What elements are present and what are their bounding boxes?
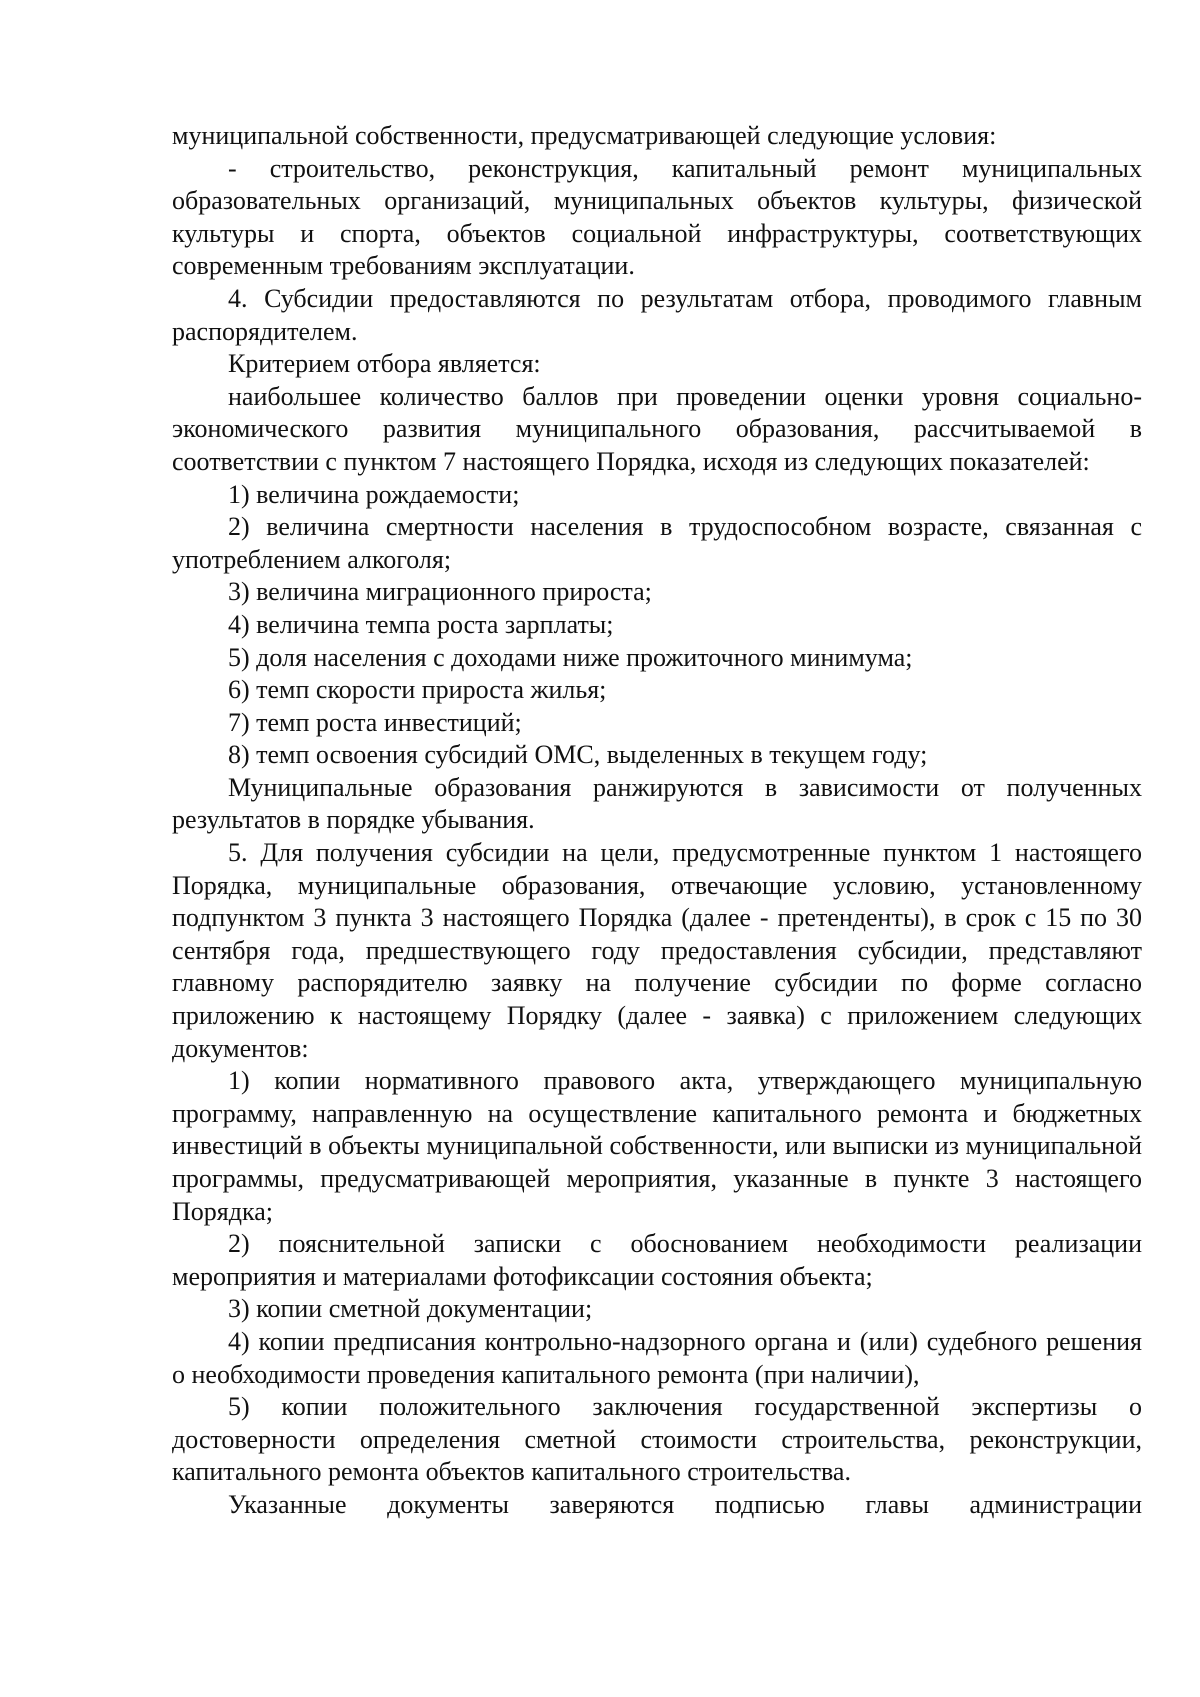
paragraph: - строительство, реконструкция, капитальный ремонт муниципальных образовательных организаций, муниципальных объектов культуры, физической культуры и спорта, объектов социальной инфраструктуры, соответствующих современным требованиям эксплуатации. [172, 153, 1142, 281]
list-item: 3) копии сметной документации; [228, 1294, 593, 1324]
paragraph: муниципальной собственности, предусматривающей следующие условия: [172, 121, 997, 150]
list-item: 1) копии нормативного правового акта, утверждающего муниципальную программу, направленную на осуществление капитального ремонта и бюджетных инвестиций в объекты муниципальной собственности, или выписки из муниципальной программы, предусматривающей мероприятия, указанные в пункте 3 настоящего Порядка; [172, 1066, 1142, 1226]
list-item: 3) величина миграционного прироста; [228, 577, 652, 607]
list-item: 8) темп освоения субсидий ОМС, выделенных в текущем году; [228, 740, 928, 770]
paragraph: наибольшее количество баллов при проведении оценки уровня социально-экономического развития муниципального образования, рассчитываемой в соответствии с пунктом 7 настоящего Порядка, исходя из следующих показателей: [172, 381, 1142, 476]
list-item: 2) величина смертности населения в трудоспособном возрасте, связанная с употреблением алкоголя; [172, 512, 1142, 574]
list-item: 4) величина темпа роста зарплаты; [228, 609, 614, 639]
paragraph: Муниципальные образования ранжируются в зависимости от полученных результатов в порядке убывания. [172, 772, 1142, 835]
list-item: 1) величина рождаемости; [228, 479, 520, 509]
list-item: 5) доля населения с доходами ниже прожиточного минимума; [228, 642, 913, 672]
list-item: 7) темп роста инвестиций; [228, 707, 522, 737]
list-item: 2) пояснительной записки с обоснованием необходимости реализации мероприятия и материалами фотофиксации состояния объекта; [172, 1229, 1142, 1291]
paragraph: 4. Субсидии предоставляются по результатам отбора, проводимого главным распорядителем. [172, 283, 1142, 346]
paragraph: 5. Для получения субсидии на цели, предусмотренные пунктом 1 настоящего Порядка, муниципальные образования, отвечающие условию, установленному подпунктом 3 пункта 3 настоящего Порядка (далее - претенденты), в срок с 15 по 30 сентября года, предшествующего году предоставления субсидии, представляют главному распорядителю заявку на получение субсидии по форме согласно приложению к настоящему Порядку (далее - заявка) с приложением следующих документов: [172, 838, 1142, 1063]
list-item: 4) копии предписания контрольно-надзорного органа и (или) судебного решения о необходимости проведения капитального ремонта (при наличии), [172, 1326, 1142, 1389]
paragraph: Критерием отбора является: [228, 349, 541, 379]
document-body [172, 120, 1142, 1522]
paragraph: Указанные документы заверяются подписью главы администрации [228, 1489, 1142, 1519]
list-item: 5) копии положительного заключения государственной экспертизы о достоверности определения сметной стоимости строительства, реконструкции, капитального ремонта объектов капитального строительства. [172, 1392, 1142, 1487]
list-item: 6) темп скорости прироста жилья; [228, 675, 607, 705]
